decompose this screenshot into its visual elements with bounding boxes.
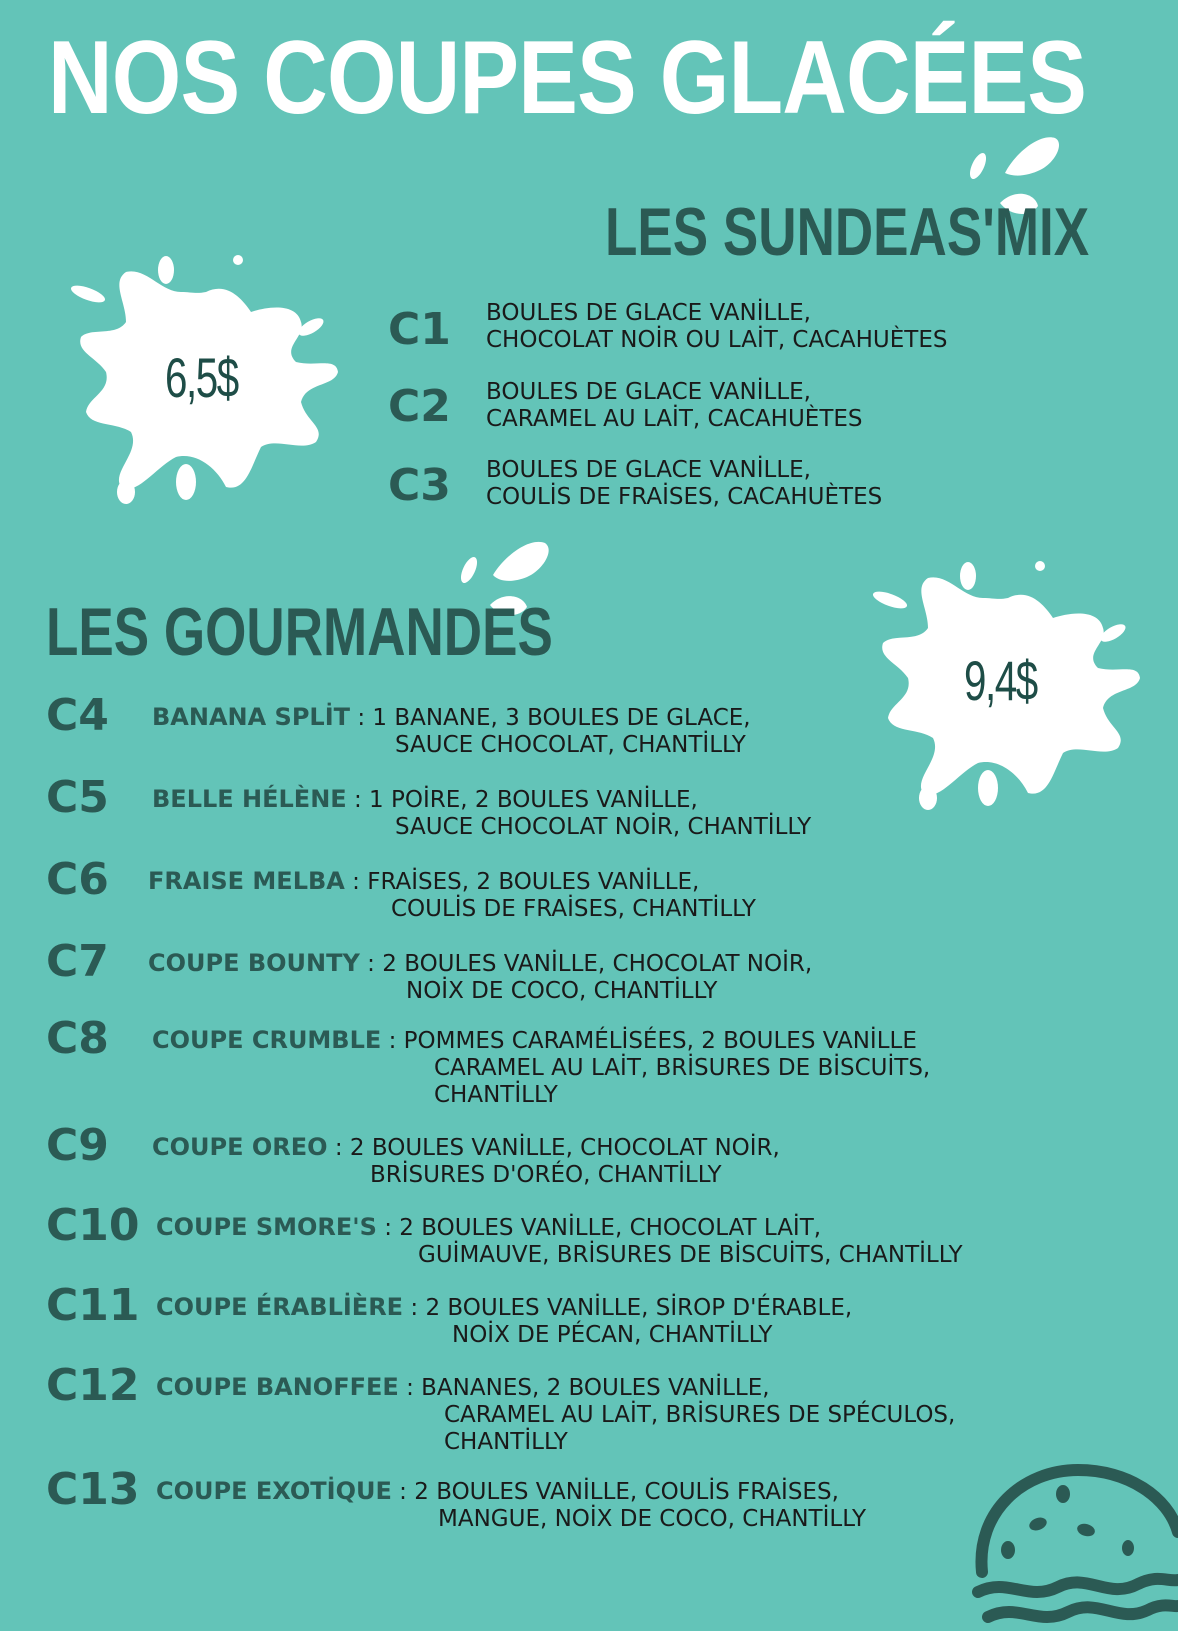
description-line: MANGUE, NOİX DE COCO, CHANTİLLY [438, 1506, 867, 1532]
gourmande-code-c12: C12 [46, 1360, 140, 1411]
gourmande-code-c11: C11 [46, 1280, 140, 1331]
gourmande-code-c8: C8 [46, 1013, 109, 1064]
gourmande-code-c4: C4 [46, 690, 109, 741]
description-line: POMMES CARAMÉLİSÉES, 2 BOULES VANİLLE [403, 1028, 917, 1054]
gourmande-item-c13: COUPE EXOTİQUE : 2 BOULES VANİLLE, COULİS FRAİSES, MANGUE, NOİX DE COCO, CHANTİLLY [156, 1477, 867, 1532]
description-line: 1 POİRE, 2 BOULES VANİLLE, [369, 787, 698, 813]
gourmande-code-c13: C13 [46, 1464, 140, 1515]
gourmandes-price: 9,4$ [964, 649, 1037, 712]
description-line: GUİMAUVE, BRİSURES DE BİSCUİTS, CHANTİLLY [418, 1242, 963, 1268]
description-line: BOULES DE GLACE VANİLLE, [486, 457, 811, 483]
gourmande-item-c4: BANANA SPLİT : 1 BANANE, 3 BOULES DE GLACE, SAUCE CHOCOLAT, CHANTİLLY [152, 703, 751, 758]
sundaes-price: 6,5$ [165, 346, 238, 409]
item-name: BELLE HÉLÈNE [152, 785, 347, 813]
item-name: COUPE OREO [152, 1133, 328, 1161]
description-line: BOULES DE GLACE VANİLLE, [486, 300, 811, 326]
item-name: FRAISE MELBA [148, 867, 345, 895]
gourmande-item-c5: BELLE HÉLÈNE : 1 POİRE, 2 BOULES VANİLLE, SAUCE CHOCOLAT NOİR, CHANTİLLY [152, 785, 812, 840]
description-line: 2 BOULES VANİLLE, SİROP D'ÉRABLE, [425, 1295, 853, 1321]
sundaes-section-title: LES SUNDEAS'MIX [605, 194, 1090, 270]
description-line: NOİX DE COCO, CHANTİLLY [406, 978, 718, 1004]
description-line: BOULES DE GLACE VANİLLE, [486, 379, 811, 405]
gourmande-code-c9: C9 [46, 1120, 109, 1171]
description-line: 2 BOULES VANİLLE, CHOCOLAT LAİT, [399, 1215, 822, 1241]
gourmande-item-c7: COUPE BOUNTY : 2 BOULES VANİLLE, CHOCOLAT NOİR, NOİX DE COCO, CHANTİLLY [148, 949, 813, 1004]
description-line: COULİS DE FRAİSES, CHANTİLLY [391, 896, 756, 922]
sundae-code-c1: C1 [388, 304, 451, 355]
gourmande-code-c10: C10 [46, 1200, 140, 1251]
item-name: COUPE CRUMBLE [152, 1026, 382, 1054]
description-line: NOİX DE PÉCAN, CHANTİLLY [452, 1322, 773, 1348]
description-line: 1 BANANE, 3 BOULES DE GLACE, [372, 705, 751, 731]
description-line: 2 BOULES VANİLLE, CHOCOLAT NOİR, [382, 951, 813, 977]
gourmande-item-c12: COUPE BANOFFEE : BANANES, 2 BOULES VANİLLE, CARAMEL AU LAİT, BRİSURES DE SPÉCULOS, CHANTİLLY [156, 1373, 956, 1455]
gourmande-code-c6: C6 [46, 854, 109, 905]
sundae-description-c2 [486, 379, 863, 433]
description-line: BANANES, 2 BOULES VANİLLE, [421, 1375, 770, 1401]
ice-cream-scoop-icon [968, 1452, 1178, 1631]
item-name: COUPE EXOTİQUE [156, 1477, 392, 1505]
description-line: COULİS DE FRAİSES, CACAHUÈTES [486, 484, 883, 510]
sundae-code-c3: C3 [388, 460, 451, 511]
gourmandes-section-title: LES GOURMANDES [46, 594, 553, 670]
gourmande-item-c8: COUPE CRUMBLE : POMMES CARAMÉLİSÉES, 2 BOULES VANİLLE CARAMEL AU LAİT, BRİSURES DE BİSCUİTS, CHANTİLLY [152, 1026, 931, 1108]
sundae-description-c1 [486, 300, 947, 354]
description-line: FRAİSES, 2 BOULES VANİLLE, [367, 869, 700, 895]
gourmande-item-c9: COUPE OREO : 2 BOULES VANİLLE, CHOCOLAT NOİR, BRİSURES D'ORÉO, CHANTİLLY [152, 1133, 780, 1188]
description-line: CHANTİLLY [434, 1082, 558, 1108]
gourmande-item-c10: COUPE SMORE'S : 2 BOULES VANİLLE, CHOCOLAT LAİT, GUİMAUVE, BRİSURES DE BİSCUİTS, CHANTİLLY [156, 1213, 963, 1268]
sundae-code-c2: C2 [388, 381, 451, 432]
gourmande-code-c7: C7 [46, 936, 109, 987]
description-line: CHANTİLLY [444, 1429, 568, 1455]
sundae-description-c3 [486, 457, 882, 511]
description-line: 2 BOULES VANİLLE, CHOCOLAT NOİR, [349, 1135, 780, 1161]
description-line: SAUCE CHOCOLAT NOİR, CHANTİLLY [395, 814, 812, 840]
description-line: CARAMEL AU LAİT, BRİSURES DE SPÉCULOS, [444, 1402, 956, 1428]
description-line: CHOCOLAT NOİR OU LAİT, CACAHUÈTES [486, 327, 948, 353]
description-line: 2 BOULES VANİLLE, COULİS FRAİSES, [414, 1479, 839, 1505]
page-title: NOS COUPES GLACÉES [48, 20, 1087, 136]
description-line: CARAMEL AU LAİT, CACAHUÈTES [486, 406, 863, 432]
item-name: COUPE ÉRABLİÈRE [156, 1293, 404, 1321]
description-line: BRİSURES D'ORÉO, CHANTİLLY [370, 1162, 722, 1188]
gourmande-code-c5: C5 [46, 772, 109, 823]
gourmande-item-c11: COUPE ÉRABLİÈRE : 2 BOULES VANİLLE, SİROP D'ÉRABLE, NOİX DE PÉCAN, CHANTİLLY [156, 1293, 853, 1348]
description-line: SAUCE CHOCOLAT, CHANTİLLY [395, 732, 746, 758]
item-name: COUPE SMORE'S [156, 1213, 377, 1241]
item-name: BANANA SPLİT [152, 703, 351, 731]
gourmande-item-c6: FRAISE MELBA : FRAİSES, 2 BOULES VANİLLE, COULİS DE FRAİSES, CHANTİLLY [148, 867, 756, 922]
description-line: CARAMEL AU LAİT, BRİSURES DE BİSCUİTS, [434, 1055, 931, 1081]
item-name: COUPE BANOFFEE [156, 1373, 399, 1401]
item-name: COUPE BOUNTY [148, 949, 360, 977]
